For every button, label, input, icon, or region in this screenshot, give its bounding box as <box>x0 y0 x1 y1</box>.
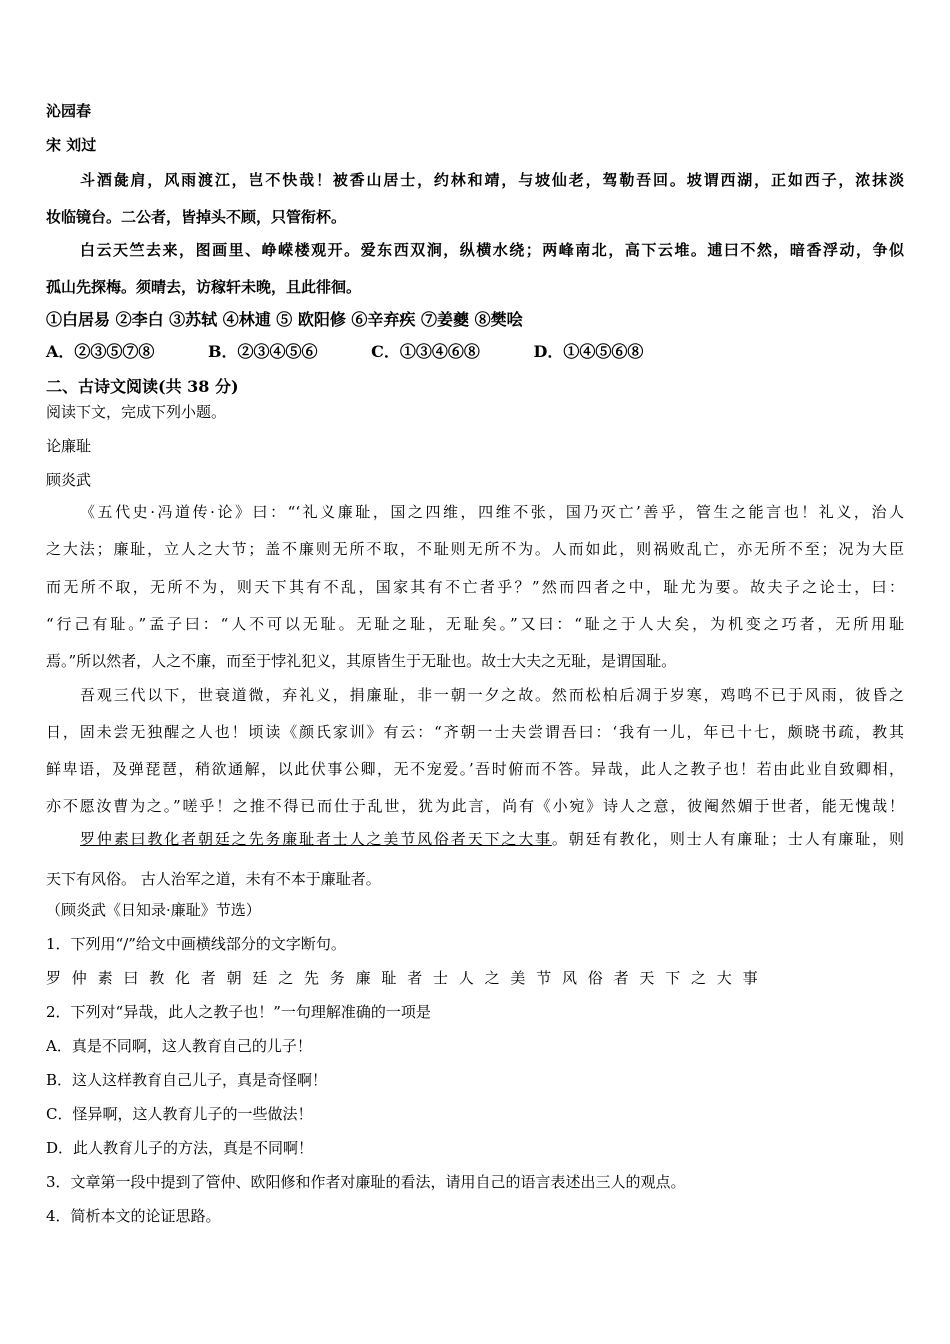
choice-d: D．①④⑤⑥⑧ <box>533 342 644 361</box>
q2-option-d: D．此人教育儿子的方法，真是不同啊！ <box>46 1139 314 1157</box>
essay-line: 日，固未尝无独醒之人也！顷读《颜氏家训》有云：“齐朝一士夫尝谓吾曰：‘我有一儿，年已十七，颇晓书疏，教其 <box>46 723 904 741</box>
poem-line: 白云天竺去来，图画里、峥嵘楼观开。爱东西双涧，纵横水绕；两峰南北，高下云堆。逋曰不然，暗香浮动，争似 <box>80 241 904 259</box>
essay-line: 《五代史·冯道传·论》曰：“‘礼义廉耻，国之四维，四维不张，国乃灭亡’善乎，管生之能言也！礼义，治人 <box>80 503 904 521</box>
essay-line: 吾观三代以下，世衰道微，弃礼义，捐廉耻，非一朝一夕之故。然而松柏后凋于岁寒，鸡鸣不已于风雨，彼昏之 <box>80 686 904 704</box>
section-heading: 二、古诗文阅读(共 38 分) <box>46 377 239 396</box>
q2-option-a: A．真是不同啊，这人教育自己的儿子！ <box>46 1037 312 1055</box>
essay-line: “行己有耻。”孟子曰：“人不可以无耻。无耻之耻，无耻矣。”又曰：“耻之于人大矣，为机变之巧者，无所用耻 <box>46 615 904 633</box>
essay-line: 之大法；廉耻，立人之大节；盖不廉则无所不取，不耻则无所不为。人而如此，则祸败乱亡，亦无所不至；况为大臣 <box>46 540 904 558</box>
question-3: 3．文章第一段中提到了管仲、欧阳修和作者对廉耻的看法，请用自己的语言表述出三人的观点。 <box>46 1173 686 1191</box>
question-2: 2．下列对“异哉，此人之教子也！”一句理解准确的一项是 <box>46 1003 431 1021</box>
choice-a: A．②③⑤⑦⑧ <box>46 342 155 361</box>
q2-option-b: B．这人这样教育自己儿子，真是奇怪啊！ <box>46 1071 328 1089</box>
essay-line <box>80 829 904 849</box>
question-4: 4．简析本文的论证思路。 <box>46 1207 221 1225</box>
poet-list: ①白居易 ②李白 ③苏轼 ④林逋 ⑤ 欧阳修 ⑥辛弃疾 ⑦姜夔 ⑧樊哙 <box>46 310 523 329</box>
poem-author: 宋 刘过 <box>46 136 97 154</box>
poem-line: 孤山先探梅。须晴去，访稼轩未晚，且此徘徊。 <box>46 278 362 296</box>
source-note: （顾炎武《日知录·廉耻》节选） <box>46 901 261 919</box>
choice-b: B．②③④⑤⑥ <box>208 342 318 361</box>
essay-title: 论廉耻 <box>46 437 92 455</box>
essay-line: 亦不愿汝曹为之。”嗟乎！之推不得已而仕于乱世，犹为此言，尚有《小宛》诗人之意，彼阉然媚于世者，能无愧哉！ <box>46 797 904 815</box>
underlined-passage: 罗仲素曰教化者朝廷之先务廉耻者士人之美节风俗者天下之大事 <box>80 830 552 848</box>
question-1-text: 罗仲素曰教化者朝廷之先务廉耻者士人之美节风俗者天下之大事 <box>46 969 769 987</box>
essay-author: 顾炎武 <box>46 471 92 489</box>
q2-option-c: C．怪异啊，这人教育儿子的一些做法！ <box>46 1105 313 1123</box>
essay-line: 而无所不取，无所不为，则天下其有不乱，国家其有不亡者乎？”然而四者之中，耻尤为要。故夫子之论士，曰： <box>46 578 904 596</box>
essay-line: 天下有风俗。 古人治军之道，未有不本于廉耻者。 <box>46 870 381 888</box>
answer-choices <box>46 342 691 362</box>
choice-c: C．①③④⑥⑧ <box>371 342 480 361</box>
instruction: 阅读下文，完成下列小题。 <box>46 403 227 421</box>
essay-line: 鲜卑语，及弹琵琶，稍欲通解，以此伏事公卿，无不宠爱。’吾时俯而不答。异哉，此人之教子也！若由此业自致卿相， <box>46 760 904 778</box>
poem-title: 沁园春 <box>46 102 92 120</box>
poem-line: 妆临镜台。二公者，皆掉头不顾，只管衔杯。 <box>46 208 347 226</box>
essay-line: 焉。”所以然者，人之不廉，而至于悖礼犯义，其原皆生于无耻也。故士大夫之无耻，是谓国耻。 <box>46 652 677 670</box>
poem-line: 斗酒彘肩，风雨渡江，岂不快哉！被香山居士，约林和靖，与坡仙老，驾勒吾回。坡谓西湖，正如西子，浓抹淡 <box>80 171 904 189</box>
question-1: 1．下列用“/”给文中画横线部分的文字断句。 <box>46 935 346 953</box>
essay-line-rest: 。朝廷有教化，则士人有廉耻；士人有廉耻，则 <box>551 830 904 848</box>
